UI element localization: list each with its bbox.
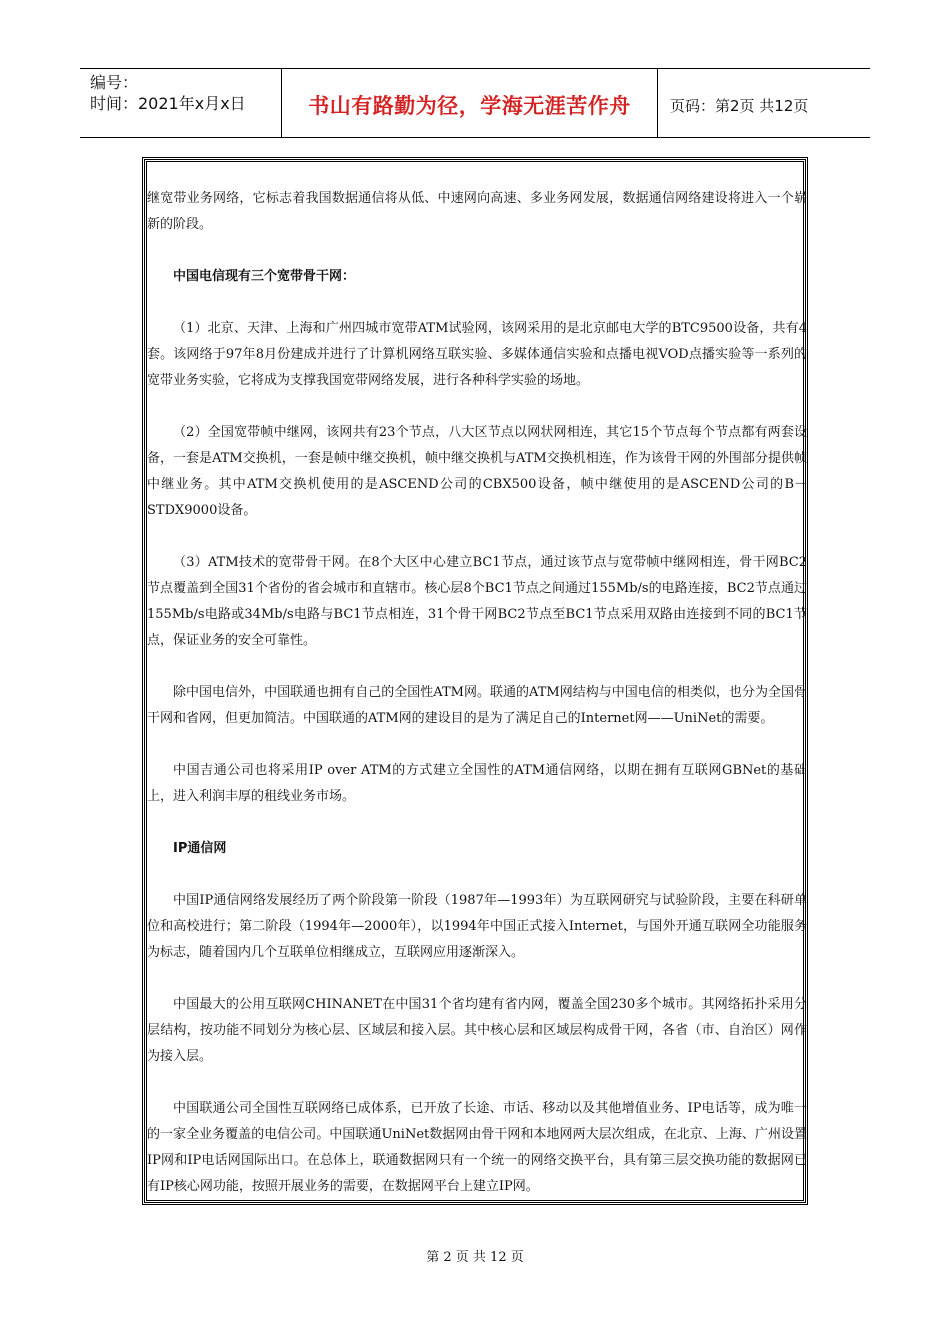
content-frame — [142, 157, 808, 1205]
paragraph: 中国IP通信网络发展经历了两个阶段第一阶段（1987年—1993年）为互联网研究与试验阶段，主要在科研单位和高校进行；第二阶段（1994年—2000年），以1994年中国正式接入Internet，与国外开通互联网全功能服务为标志，随着国内几个互联单位相继成立，互联网应用逐渐深入。 — [147, 893, 807, 960]
number-label: 编号： — [90, 73, 139, 92]
header-motto-cell — [282, 69, 658, 137]
section-heading: 中国电信现有三个宽带骨干网： — [173, 269, 356, 284]
paragraph: 除中国电信外，中国联通也拥有自己的全国性ATM网。联通的ATM网结构与中国电信的相类似，也分为全国骨干网和省网，但更加简洁。中国联通的ATM网的建设目的是为了满足自己的Internet网——UniNet的需要。 — [147, 685, 807, 726]
paragraph: （2）全国宽带帧中继网，该网共有23个节点，八大区节点以网状网相连，其它15个节点每个节点都有两套设备，一套是ATM交换机，一套是帧中继交换机，帧中继交换机与ATM交换机相连，作为该骨干网的外围部分提供帧中继业务。其中ATM交换机使用的是ASCEND公司的CBX500设备，帧中继使用的是ASCEND公司的B－STDX9000设备。 — [147, 425, 807, 518]
paragraph: 继宽带业务网络，它标志着我国数据通信将从低、中速网向高速、多业务网发展，数据通信网络建设将进入一个崭新的阶段。 — [147, 191, 807, 232]
motto: 书山有路勤为径，学海无涯苦作舟 — [308, 94, 631, 118]
paragraph: 中国吉通公司也将采用IP over ATM的方式建立全国性的ATM通信网络，以期在拥有互联网GBNet的基础上，进入利润丰厚的租线业务市场。 — [147, 763, 807, 804]
time-label: 时间：2021年x月x日 — [90, 94, 246, 113]
page-info-label: 页码：第2页 共12页 — [670, 96, 809, 115]
content-body — [147, 186, 807, 1226]
paragraph: 中国最大的公用互联网CHINANET在中国31个省均建有省内网，覆盖全国230多个城市。其网络拓扑采用分层结构，按功能不同划分为核心层、区域层和接入层。其中核心层和区域层构成骨干网，各省（市、自治区）网作为接入层。 — [147, 997, 807, 1064]
paragraph: 中国联通公司全国性互联网络已成体系，已开放了长途、市话、移动以及其他增值业务、IP电话等，成为唯一的一家全业务覆盖的电信公司。中国联通UniNet数据网由骨干网和本地网两大层次组成，在北京、上海、广州设置IP网和IP电话网国际出口。在总体上，联通数据网只有一个统一的网络交换平台，具有第三层交换功能的数据网已有IP核心网功能，按照开展业务的需要，在数据网平台上建立IP网。 — [147, 1101, 807, 1194]
section-heading: IP通信网 — [173, 841, 227, 856]
header-meta — [80, 69, 282, 137]
header-page-info — [658, 69, 870, 137]
paragraph: （1）北京、天津、上海和广州四城市宽带ATM试验网，该网采用的是北京邮电大学的BTC9500设备，共有4套。该网络于97年8月份建成并进行了计算机网络互联实验、多媒体通信实验和点播电视VOD点播实验等一系列的宽带业务实验，它将成为支撑我国宽带网络发展，进行各种科学实验的场地。 — [147, 321, 807, 388]
paragraph: （3）ATM技术的宽带骨干网。在8个大区中心建立BC1节点，通过该节点与宽带帧中继网相连，骨干网BC2节点覆盖到全国31个省份的省会城市和直辖市。核心层8个BC1节点之间通过155Mb/s的电路连接，BC2节点通过155Mb/s电路或34Mb/s电路与BC1节点相连，31个骨干网BC2节点至BC1节点采用双路由连接到不同的BC1节点，保证业务的安全可靠性。 — [147, 555, 807, 648]
document-header — [80, 68, 870, 138]
page-footer: 第 2 页 共 12 页 — [426, 1250, 524, 1265]
